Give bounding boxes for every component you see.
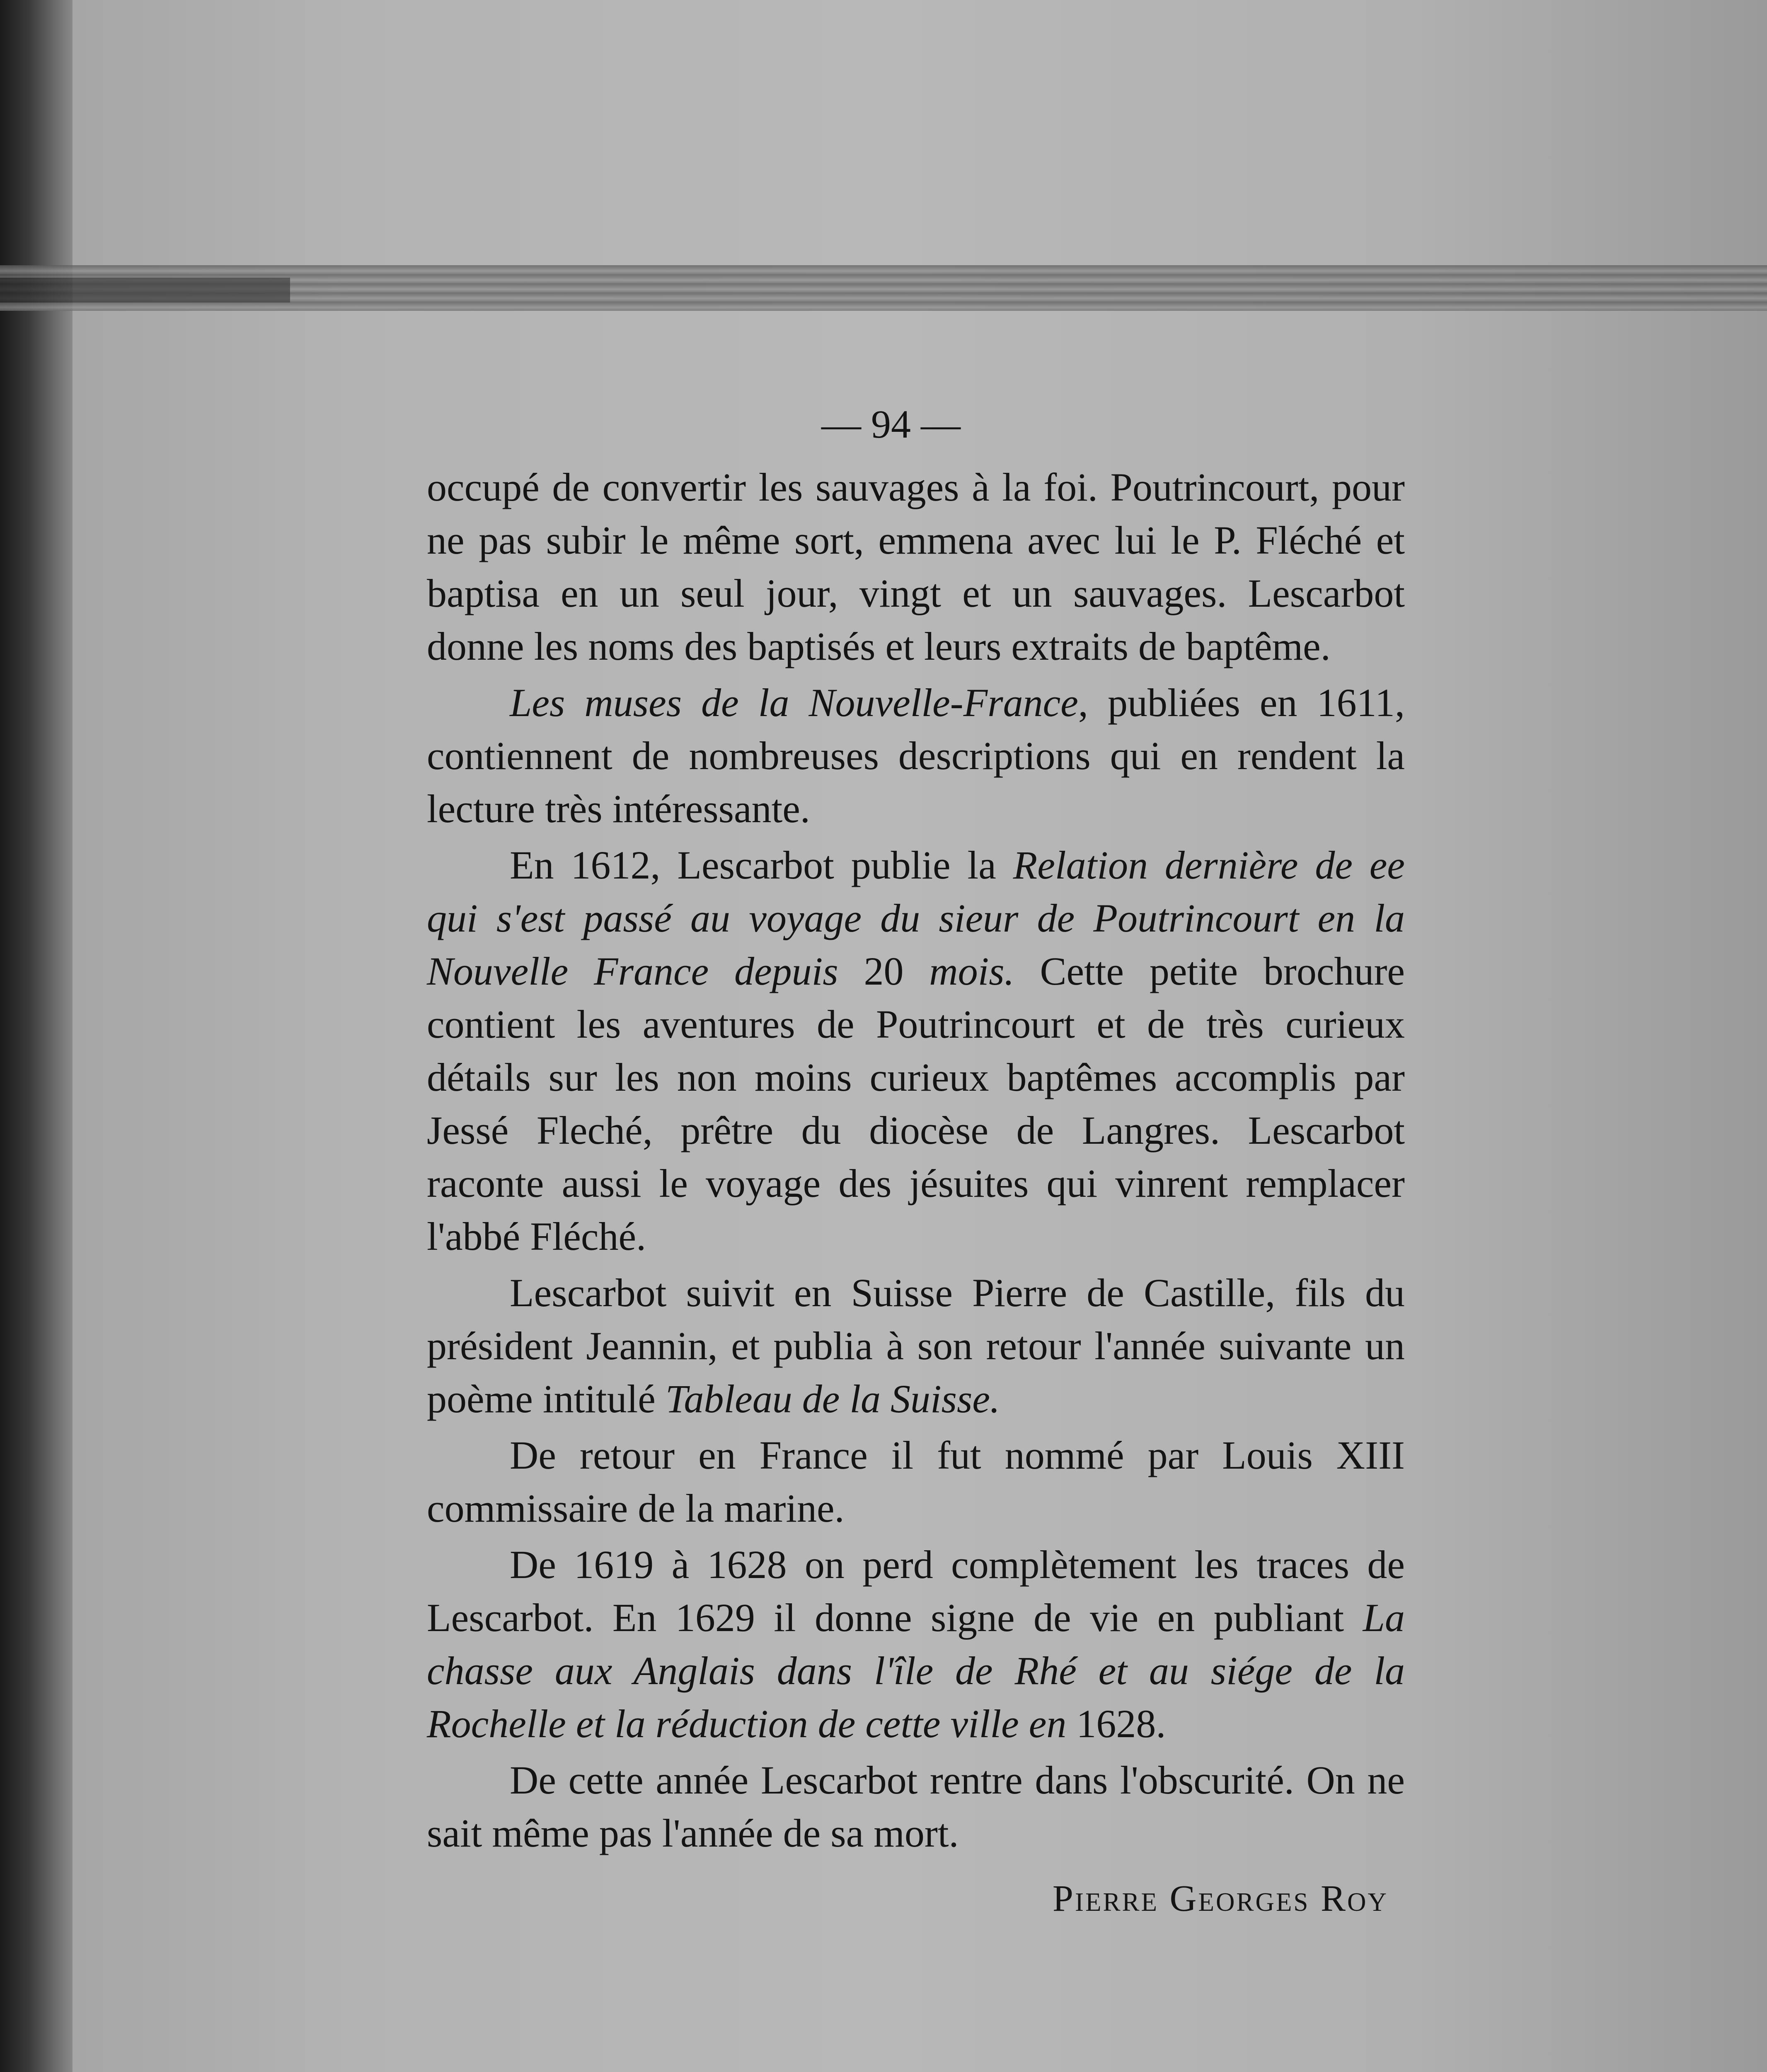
book-title-muses: Les muses de la Nouvelle-France (510, 680, 1078, 725)
paragraph-7 (427, 1754, 1405, 1860)
paragraph-6-lead: De 1619 à 1628 on perd complètement les traces de Lescarbot. En 1629 il donne signe de vie en publiant (427, 1542, 1405, 1640)
paragraph-5-text: De retour en France il fut nommé par Louis XIII commissaire de la marine. (427, 1433, 1405, 1530)
paragraph-2-text: , publiées en 1611, contiennent de nombreuses descriptions qui en rendent la lecture très intéressante. (427, 680, 1405, 831)
paragraph-1 (427, 461, 1405, 673)
page-text (427, 398, 1405, 1925)
book-title-relation: Relation dernière de ee qui s'est passé au voyage du sieur de Poutrincourt en la Nouvelle France depuis (427, 843, 1405, 993)
paragraph-3-lead: En 1612, Lescarbot publie la (510, 843, 1013, 887)
book-binding-shadow (0, 0, 73, 2072)
paragraph-1-text: occupé de convertir les sauvages à la foi. Poutrincourt, pour ne pas subir le même sort, emmena avec lui le P. Fléché et baptisa en un seul jour, vingt et un sauvages. Lescarbot donne les noms des baptisés et leurs extraits de baptême. (427, 465, 1405, 668)
paragraph-6-year: 1628. (1066, 1702, 1166, 1746)
paragraph-6 (427, 1538, 1405, 1750)
book-title-chasse: La chasse aux Anglais dans l'île de Rhé et au siége de la Rochelle et la réduction de cette ville en (427, 1595, 1405, 1746)
paragraph-4 (427, 1266, 1405, 1426)
page-number: — 94 — (821, 402, 961, 446)
paragraph-3-mois: mois. (929, 949, 1014, 993)
top-page-edge-lines (0, 265, 1767, 311)
paragraph-7-text: De cette année Lescarbot rentre dans l'obscurité. On ne sait même pas l'année de sa mort. (427, 1758, 1405, 1855)
author-signature: Pierre Georges Roy (1052, 1878, 1388, 1919)
paragraph-3-text: Cette petite brochure contient les aventures de Poutrincourt et de très curieux détails sur les non moins curieux baptêmes accomplis par Jessé Fleché, prêtre du diocèse de Langres. Lescarbot raconte aussi le voyage des jésuites qui vinrent remplacer l'abbé Fléché. (427, 949, 1405, 1259)
paragraph-5 (427, 1429, 1405, 1535)
paragraph-4-text: Lescarbot suivit en Suisse Pierre de Castille, fils du président Jeannin, et publia à son retour l'année suivante un poème intitulé (427, 1271, 1405, 1421)
paragraph-2 (427, 676, 1405, 835)
paragraph-3 (427, 839, 1405, 1263)
paragraph-3-number: 20 (838, 949, 929, 993)
book-title-tableau: Tableau de la Suisse. (665, 1377, 1000, 1421)
